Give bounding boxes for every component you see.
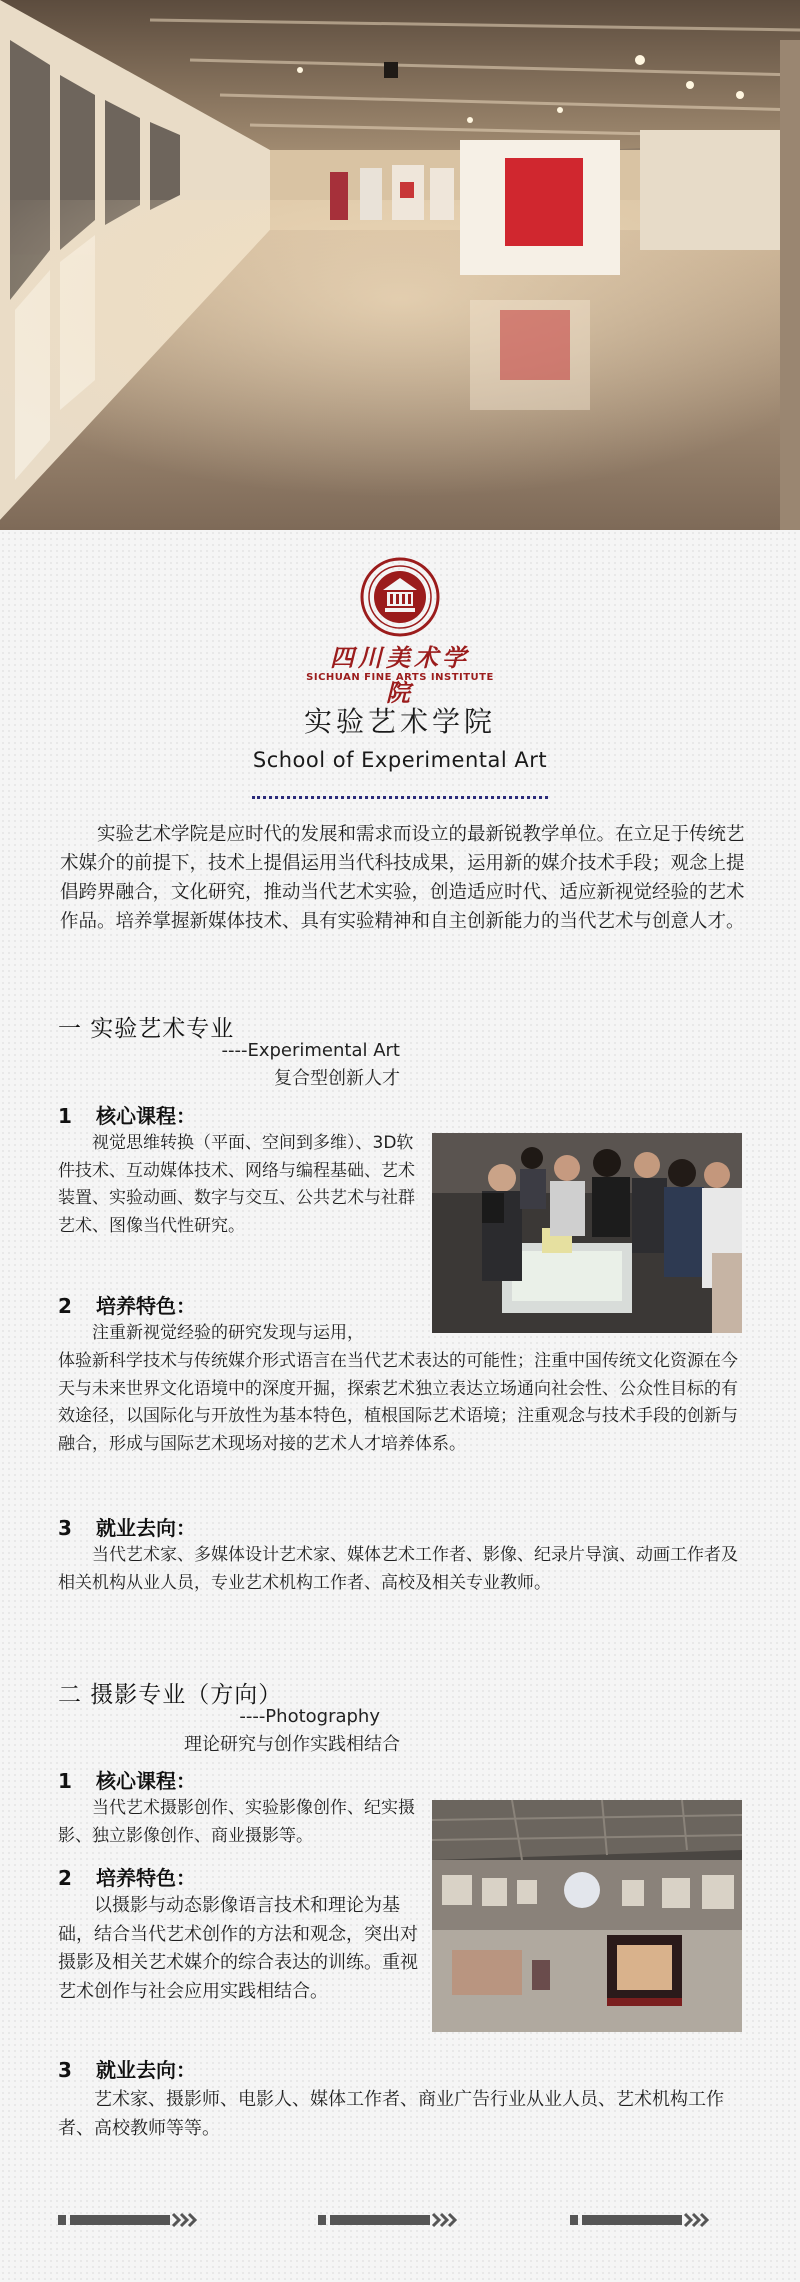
section2-english-subtitle: ----Photography bbox=[239, 1706, 380, 1727]
logo-chinese-wordmark: 四川美术学院 bbox=[330, 643, 470, 707]
section2-career-label: 就业去向： bbox=[96, 2058, 196, 2082]
school-seal-logo bbox=[355, 552, 445, 642]
section1-feature-label: 培养特色： bbox=[96, 1294, 196, 1318]
section2-feature-heading bbox=[58, 1862, 196, 1891]
school-title-en: School of Experimental Art bbox=[252, 748, 548, 772]
section2-tagline: 理论研究与创作实践相结合 bbox=[184, 1734, 400, 1755]
section1-core-text: 视觉思维转换（平面、空间到多维）、3D软件技术、互动媒体技术、网络与编程基础、艺术装置、实验动画、数字与交互、公共艺术与社群艺术、图像当代性研究。 bbox=[58, 1133, 415, 1236]
section1-core-number: 1 bbox=[58, 1104, 72, 1128]
section1-english-subtitle: ----Experimental Art bbox=[221, 1040, 400, 1061]
dotted-divider bbox=[252, 796, 548, 799]
section2-career-number: 3 bbox=[58, 2058, 72, 2082]
section1-feature-text-b: 体验新科学技术与传统媒介形式语言在当代艺术表达的可能性；注重中国传统文化资源在今天与未来世界文化语境中的深度开掘，探索艺术独立表达立场通向社会性、公众性目标的有效途径，以国际化与开放性为基本特色，植根国际艺术语境；注重观念与技术手段的创新与融合，形成与国际艺术现场对接的艺术人才培养体系。 bbox=[58, 1351, 738, 1454]
section1-core-heading bbox=[58, 1100, 196, 1129]
hero-gallery-photo bbox=[0, 0, 800, 530]
section2-core-label: 核心课程： bbox=[96, 1769, 196, 1793]
section1-career-number: 3 bbox=[58, 1516, 72, 1540]
section2-title: 二 摄影专业（方向） bbox=[58, 1682, 283, 1708]
section1-tagline: 复合型创新人才 bbox=[274, 1068, 400, 1089]
section1-career-label: 就业去向： bbox=[96, 1516, 196, 1540]
section1-title: 一 实验艺术专业 bbox=[58, 1016, 235, 1042]
section2-feature-text: 以摄影与动态影像语言技术和理论为基础，结合当代艺术创作的方法和观念，突出对摄影及相关艺术媒介的综合表达的训练。重视艺术创作与社会应用实践相结合。 bbox=[58, 1895, 418, 2002]
footer-arrow-bar-center bbox=[318, 2212, 463, 2228]
section1-feature-heading bbox=[58, 1290, 196, 1319]
section1-career-text: 当代艺术家、多媒体设计艺术家、媒体艺术工作者、影像、纪录片导演、动画工作者及相关机构从业人员，专业艺术机构工作者、高校及相关专业教师。 bbox=[58, 1545, 738, 1593]
footer-arrow-bar-right bbox=[570, 2212, 715, 2228]
section1-core-label: 核心课程： bbox=[96, 1104, 196, 1128]
section2-core-heading bbox=[58, 1765, 196, 1794]
section2-career-text: 艺术家、摄影师、电影人、媒体工作者、商业广告行业从业人员、艺术机构工作者、高校教师等等。 bbox=[58, 2089, 724, 2139]
section1-feature-number: 2 bbox=[58, 1294, 72, 1318]
section2-core-number: 1 bbox=[58, 1769, 72, 1793]
logo-english-wordmark: SICHUAN FINE ARTS INSTITUTE bbox=[306, 672, 494, 683]
section2-feature-number: 2 bbox=[58, 1866, 72, 1890]
section2-feature-label: 培养特色： bbox=[96, 1866, 196, 1890]
section1-feature-text-a: 注重新视觉经验的研究发现与运用， bbox=[92, 1323, 364, 1343]
section2-career-heading bbox=[58, 2054, 196, 2083]
section1-career-heading bbox=[58, 1512, 196, 1541]
footer-arrow-bar-left bbox=[58, 2212, 203, 2228]
intro-paragraph: 实验艺术学院是应时代的发展和需求而设立的最新锐教学单位。在立足于传统艺术媒介的前提下，技术上提倡运用当代科技成果，运用新的媒介技术手段；观念上提倡跨界融合，文化研究，推动当代艺术实验，创造适应时代、适应新视觉经验的艺术作品。培养掌握新媒体技术、具有实验精神和自主创新能力的当代艺术与创意人才。 bbox=[60, 824, 745, 932]
school-title-cn: 实验艺术学院 bbox=[303, 705, 496, 738]
students-workshop-photo bbox=[432, 1133, 742, 1333]
section2-core-text: 当代艺术摄影创作、实验影像创作、纪实摄影、独立影像创作、商业摄影等。 bbox=[58, 1798, 415, 1846]
exhibition-hall-photo bbox=[432, 1800, 742, 2032]
